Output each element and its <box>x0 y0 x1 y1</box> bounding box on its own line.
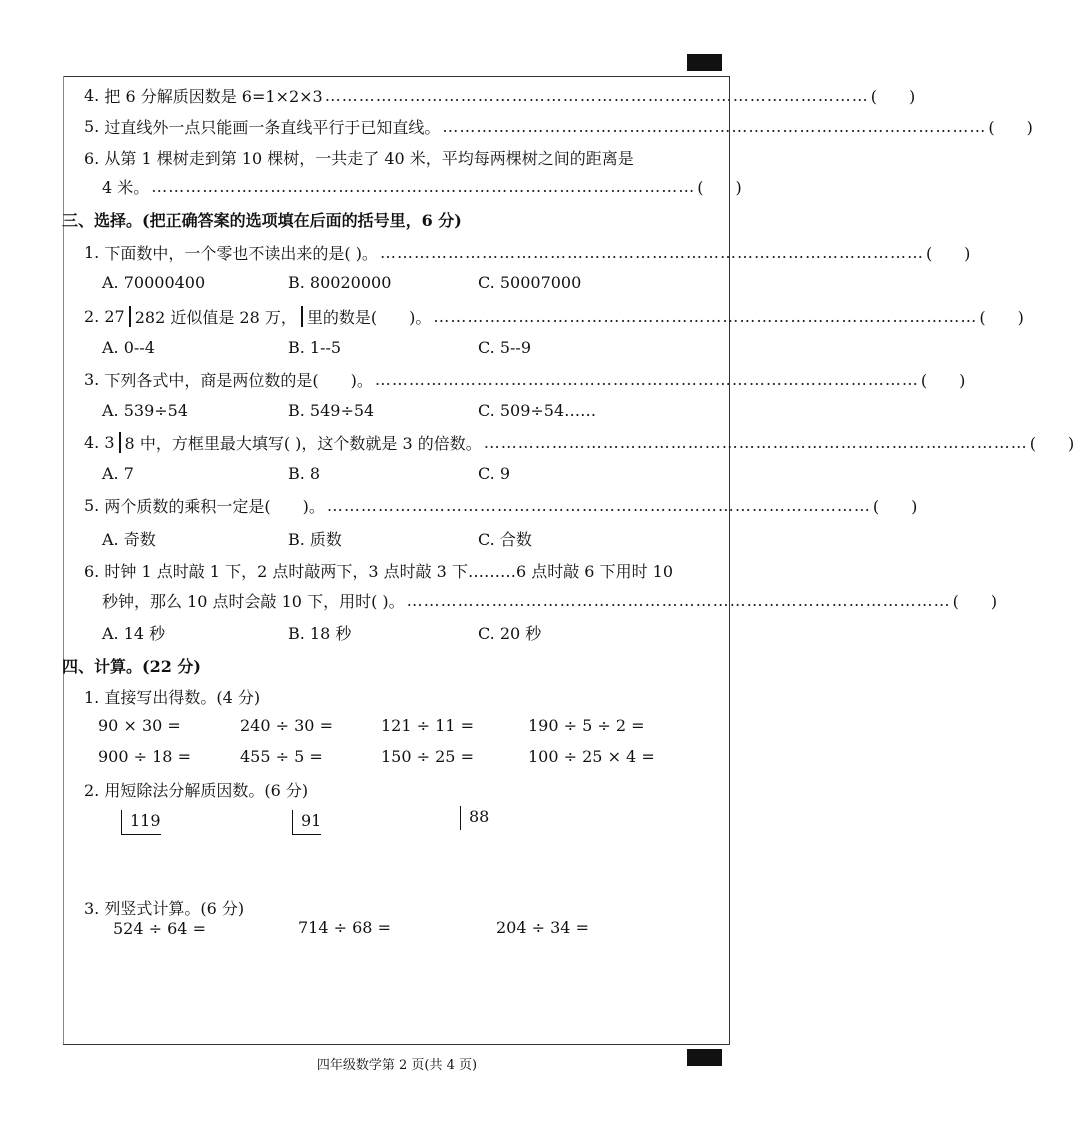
answer-paren[interactable]: ( ) <box>1029 433 1074 453</box>
judge-item-6-line2: 4 米。 …………………………………………………………………………………… ( ) <box>102 176 742 197</box>
section-heading-calc: 四、计算。(22 分) <box>62 657 201 676</box>
choice-item-6-line1: 6. 时钟 1 点时敲 1 下，2 点时敲两下，3 点时敲 3 下………6 点时敲 6 下用时 10 <box>84 562 674 581</box>
option-b: B. 1--5 <box>288 338 342 357</box>
choice-item-3: 3. 下列各式中，商是两位数的是( )。 …………………………………………………………………………………… ( ) <box>84 369 966 390</box>
option-b: B. 8 <box>288 464 321 483</box>
calc-expression: 90 × 30 = <box>98 716 181 735</box>
vertical-calc-problem: 714 ÷ 68 = <box>298 918 391 937</box>
vertical-calc-problem: 204 ÷ 34 = <box>496 918 589 937</box>
choice-item-1: 1. 下面数中，一个零也不读出来的是( )。 …………………………………………………………………………………… ( ) <box>84 242 971 263</box>
option-b: B. 80020000 <box>288 273 392 292</box>
option-c: C. 20 秒 <box>478 624 542 643</box>
calc-part3-title: 3. 列竖式计算。(6 分) <box>84 899 245 918</box>
calc-expression: 455 ÷ 5 = <box>240 747 323 766</box>
calc-expression: 100 ÷ 25 × 4 = <box>528 747 655 766</box>
option-c: C. 509÷54…… <box>478 401 597 420</box>
answer-paren[interactable]: ( ) <box>697 177 742 197</box>
choice-item-5: 5. 两个质数的乘积一定是( )。 …………………………………………………………………………………… ( ) <box>84 495 918 516</box>
option-c: C. 9 <box>478 464 511 483</box>
option-c: C. 5--9 <box>478 338 532 357</box>
answer-paren[interactable]: ( ) <box>979 307 1024 327</box>
answer-paren[interactable]: ( ) <box>920 370 966 390</box>
blank-box[interactable] <box>119 432 121 453</box>
answer-paren[interactable]: ( ) <box>988 117 1033 137</box>
judge-item-4: 4. 把 6 分解质因数是 6=1×2×3 …………………………………………………………………………………… ( ) <box>84 85 916 106</box>
calc-expression: 121 ÷ 11 = <box>381 716 474 735</box>
blank-box[interactable] <box>129 306 131 327</box>
vertical-calc-problem: 524 ÷ 64 = <box>113 919 206 938</box>
answer-paren[interactable]: ( ) <box>925 243 971 263</box>
calc-part2-title: 2. 用短除法分解质因数。(6 分) <box>84 781 309 800</box>
option-b: B. 质数 <box>288 530 342 549</box>
calc-expression: 240 ÷ 30 = <box>240 716 333 735</box>
option-a: A. 70000400 <box>102 273 206 292</box>
option-b: B. 549÷54 <box>288 401 375 420</box>
short-division-91: 91 <box>292 810 321 835</box>
page-frame-bottom <box>63 1044 730 1045</box>
choice-item-4: 4. 3 8 中，方框里最大填写( )，这个数就是 3 的倍数。 …………………………………………………………………………………… ( ) <box>84 432 1074 453</box>
registration-mark-top <box>687 54 722 71</box>
blank-box[interactable] <box>301 306 303 327</box>
choice-item-6-line2: 秒钟，那么 10 点时会敲 10 下，用时( )。 …………………………………………………………………………………… ( ) <box>102 590 998 611</box>
calc-part1-title: 1. 直接写出得数。(4 分) <box>84 688 261 707</box>
answer-paren[interactable]: ( ) <box>872 496 918 516</box>
option-a: A. 14 秒 <box>102 624 166 643</box>
answer-paren[interactable]: ( ) <box>952 591 998 611</box>
short-division-88: 88 <box>460 806 489 830</box>
option-a: A. 0--4 <box>102 338 155 357</box>
option-a: A. 奇数 <box>102 530 156 549</box>
page-frame-right <box>729 76 730 1044</box>
judge-item-5: 5. 过直线外一点只能画一条直线平行于已知直线。 …………………………………………………………………………………… ( ) <box>84 116 1033 137</box>
page-frame-top <box>63 76 730 77</box>
judge-item-6-line1: 6. 从第 1 棵树走到第 10 棵树，一共走了 40 米，平均每两棵树之间的距离是 <box>84 149 634 168</box>
option-c: C. 合数 <box>478 530 532 549</box>
choice-item-2: 2. 27 282 近似值是 28 万， 里的数是( )。 …………………………………………………………………………………… ( ) <box>84 306 1024 327</box>
option-b: B. 18 秒 <box>288 624 352 643</box>
option-c: C. 50007000 <box>478 273 582 292</box>
short-division-119: 119 <box>121 810 161 835</box>
calc-expression: 900 ÷ 18 = <box>98 747 191 766</box>
option-a: A. 539÷54 <box>102 401 189 420</box>
option-a: A. 7 <box>102 464 134 483</box>
answer-paren[interactable]: ( ) <box>870 86 916 106</box>
calc-expression: 190 ÷ 5 ÷ 2 = <box>528 716 645 735</box>
calc-expression: 150 ÷ 25 = <box>381 747 474 766</box>
page-footer: 四年级数学第 2 页(共 4 页) <box>316 1058 478 1073</box>
section-heading-choice: 三、选择。(把正确答案的选项填在后面的括号里，6 分) <box>62 211 462 230</box>
